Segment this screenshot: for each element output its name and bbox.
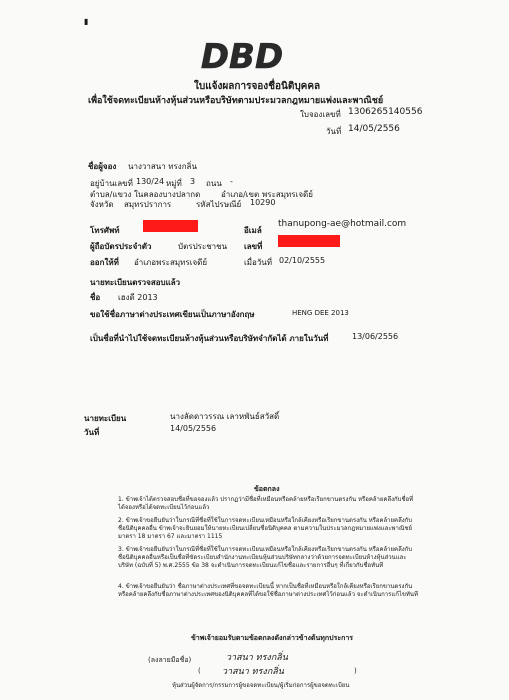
deadline-label: เป็นชื่อที่นำไปใช้จดทะเบียนห้างหุ้นส่วนหรือบริษัทจำกัดได้ ภายในวันที่ bbox=[90, 334, 329, 343]
applicant-name-label: ชื่อผู้จอง bbox=[88, 162, 117, 171]
district: พระสมุทรเจดีย์ bbox=[262, 190, 313, 199]
address-label: อยู่บ้านเลขที่ bbox=[90, 179, 133, 188]
id-type: บัตรประชาชน bbox=[178, 242, 228, 251]
postcode: 10290 bbox=[250, 198, 276, 207]
condition-item: 2. ข้าพเจ้าขอยืนยันว่าในกรณีที่ชื่อที่ใช้ในการจดทะเบียนเหมือนหรือใกล้เคียงหรือเรียกขานตรงกัน หรือคล้ายคลึงกับชื่อนิติบุคคลอื่น ข้าพเจ้าจะยินยอมให้นายทะเบียนเปลี่ยนชื่อนิติบุคคล ตามความในประมวลกฎหมายแพ่งและพาณิชย์ มาตรา 18 มาตรา 67 และมาตรา 1115 bbox=[118, 517, 413, 540]
issued-at-label: ออกให้ที่ bbox=[90, 258, 119, 267]
moo-label: หมู่ที่ bbox=[166, 179, 182, 188]
id-no-label: เลขที่ bbox=[244, 242, 263, 251]
dbd-logo bbox=[196, 36, 288, 76]
email-value: thanupong-ae@hotmail.com bbox=[278, 219, 407, 229]
reserved-name: เฮงดี 2013 bbox=[118, 293, 158, 302]
issued-at: อำเภอพระสมุทรเจดีย์ bbox=[134, 258, 208, 267]
signature-handwritten: วาสนา ทรงกลิ่น bbox=[226, 653, 288, 663]
conditions-title: ข้อตกลง bbox=[254, 485, 280, 493]
applicant-name: นางวาสนา ทรงกลิ่น bbox=[128, 162, 197, 171]
id-no-redaction bbox=[278, 235, 340, 247]
english-name: HENG DEE 2013 bbox=[292, 309, 349, 317]
deadline-date: 13/06/2556 bbox=[352, 332, 399, 341]
registrar-date-label: วันที่ bbox=[84, 428, 100, 437]
registrar-checked-label: นายทะเบียนตรวจสอบแล้ว bbox=[90, 278, 181, 287]
house-no: 130/24 bbox=[136, 177, 165, 186]
road: - bbox=[230, 177, 233, 186]
tick-mark: ▮ bbox=[84, 17, 89, 26]
signature-label: (ลงลายมือชื่อ) bbox=[148, 656, 192, 664]
reserve-no-label: ใบจองเลขที่ bbox=[300, 110, 341, 119]
signature-handwritten-2: วาสนา ทรงกลิ่น bbox=[222, 667, 284, 677]
registrar-label: นายทะเบียน bbox=[84, 414, 127, 423]
phone-label: โทรศัพท์ bbox=[90, 226, 120, 235]
postcode-label: รหัสไปรษณีย์ bbox=[196, 200, 242, 209]
id-type-label: ผู้ถือบัตรประจำตัว bbox=[90, 242, 152, 251]
logo-text: DBD bbox=[200, 37, 284, 76]
condition-item: 3. ข้าพเจ้าขอยืนยันว่าในกรณีที่ชื่อที่ใช้ในการจดทะเบียนเหมือนหรือใกล้เคียงหรือเรียกขานตรงกัน หรือคล้ายคลึงกับชื่อนิติบุคคลอื่นหรือเป็นชื่อที่ขัดระเบียบสำนักงานทะเบียนหุ้นส่วนบริษัทกลางว่าด้วยการจดทะเบียนห้างหุ้นส่วนและบริษัท (ฉบับที่ 5) พ.ศ.2555 ข้อ 38 จะดำเนินการจดทะเบียนแก้ไขชื่อและรายการอื่นๆ ที่เกี่ยวกับชื่อทันที bbox=[118, 546, 413, 569]
phone-redaction bbox=[143, 220, 198, 232]
condition-item: 1. ข้าพเจ้าได้ตรวจสอบชื่อที่ขอจองแล้ว ปรากฏว่ามีชื่อที่เหมือนหรือคล้ายหรือเรียกขานตรงกัน หรือคล้ายคลึงกับชื่อที่ได้จองหรือได้จดทะเบียนไว้ก่อนแล้ว bbox=[118, 496, 414, 511]
header-date-label: วันที่ bbox=[326, 127, 342, 136]
province: สมุทรปราการ bbox=[124, 200, 172, 209]
issued-date: 02/10/2555 bbox=[279, 256, 326, 265]
english-name-label: ขอใช้ชื่อภาษาต่างประเทศเขียนเป็นภาษาอังกฤษ bbox=[90, 310, 255, 319]
road-label: ถนน bbox=[206, 179, 222, 188]
doc-title: ใบแจ้งผลการจองชื่อนิติบุคคล bbox=[194, 81, 321, 92]
issued-date-label: เมื่อวันที่ bbox=[244, 258, 273, 267]
registrar-name: นางลัดดาวรรณ เลาหพันธ์สวัสดิ์ bbox=[170, 412, 280, 421]
paren-open: ( bbox=[198, 667, 201, 675]
registrar-date: 14/05/2556 bbox=[170, 424, 217, 433]
paren-close: ) bbox=[354, 667, 357, 675]
moo: 3 bbox=[190, 177, 196, 186]
district-label: อำเภอ/เขต bbox=[221, 190, 260, 199]
email-label: อีเมล์ bbox=[244, 226, 262, 235]
reserved-name-label: ชื่อ bbox=[90, 293, 101, 302]
subdistrict-label: ตำบล/แขวง bbox=[90, 190, 132, 199]
subdistrict: ในคลองบางปลากด bbox=[134, 190, 201, 199]
condition-item: 4. ข้าพเจ้าขอยืนยันว่า ชื่อภาษาต่างประเทศที่ขอจดทะเบียนนี้ หากเป็นชื่อที่เหมือนหรือใกล้เคียงหรือเรียกขานตรงกัน หรือคล้ายคลึงกับชื่อภาษาต่างประเทศของนิติบุคคลที่ได้ขอใช้ชื่อภาษาต่างประเทศไว้ก่อนแล้ว จะดำเนินการแก้ไขทันที bbox=[118, 583, 418, 598]
signer-role: หุ้นส่วนผู้จัดการ/กรรมการผู้ขอจดทะเบียน/ผู้เริ่มก่อการผู้ขอจดทะเบียน bbox=[172, 682, 350, 689]
header-date: 14/05/2556 bbox=[348, 124, 400, 134]
accept-statement: ข้าพเจ้ายอมรับตามข้อตกลงดังกล่าวข้างต้นทุกประการ bbox=[191, 634, 354, 642]
doc-subtitle: เพื่อใช้จดทะเบียนห้างหุ้นส่วนหรือบริษัทตามประมวลกฎหมายแพ่งและพาณิชย์ bbox=[88, 96, 384, 106]
reserve-no: 1306265140556 bbox=[348, 107, 423, 117]
province-label: จังหวัด bbox=[90, 200, 114, 209]
